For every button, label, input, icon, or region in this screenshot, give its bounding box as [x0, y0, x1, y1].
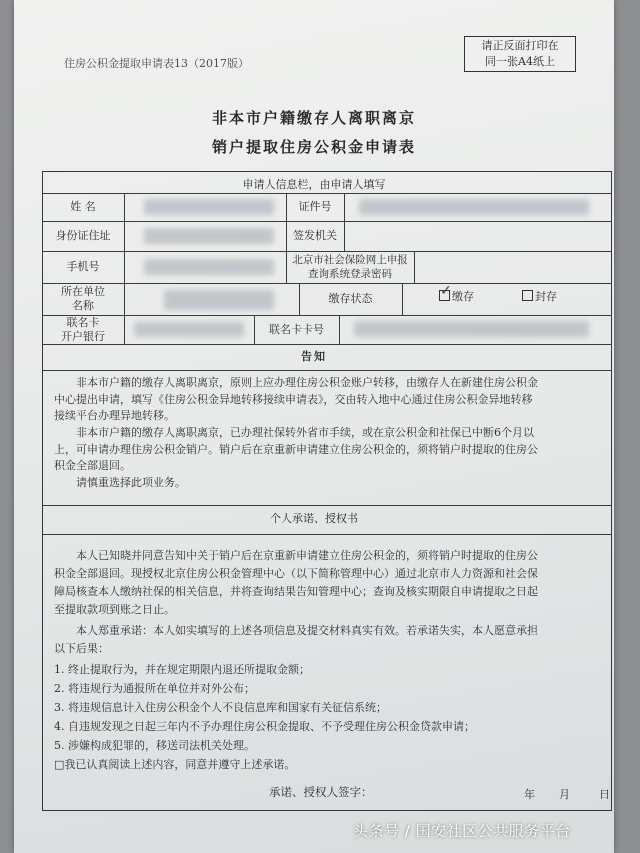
solemn-promise-line-2: 以下后果： [54, 642, 109, 655]
checkmark-icon: ✓ [440, 283, 452, 299]
notice-p1-line-1: 非本市户籍的缴存人离职离京，原则上应办理住房公积金账户转移，由缴存人在新建住房公积金 [76, 376, 538, 389]
info-section-header: 申请人信息栏，由申请人填写 [242, 178, 386, 191]
name-label: 姓 名 [70, 200, 96, 213]
form-paper [14, 0, 614, 853]
consequence-item: 2. 将违规行为通报所在单位并对外公布； [54, 682, 255, 695]
print-notice-box [464, 36, 576, 72]
bank-label-line-1: 联名卡 [66, 316, 100, 329]
commitment-paragraph [54, 547, 606, 619]
employer-value-redacted[interactable] [164, 290, 274, 310]
phone-value-redacted[interactable] [144, 259, 274, 275]
employer-label-line-1: 所在单位 [61, 285, 105, 298]
consequence-list [54, 660, 606, 774]
bank-label [42, 316, 124, 344]
date-day-label: 日 [599, 788, 610, 801]
status-sealed-checkbox[interactable] [522, 290, 533, 301]
id-address-value-redacted[interactable] [144, 228, 274, 244]
notice-p2-line-1: 非本市户籍的缴存人离职离京，已办理社保转外省市手续，或在京公积金和社保已中断6个月以 [76, 426, 534, 439]
commitment-line-1: 本人已知晓并同意告知中关于销户后在京重新申请建立住房公积金的，须将销户时提取的住房公 [76, 549, 538, 562]
commitment-line-4: 至提取款项到账之日止。 [54, 603, 175, 616]
employer-label-line-2: 名称 [72, 299, 94, 312]
commitment-line-3: 障局核查本人缴纳社保的相关信息，并将查询结果告知管理中心；查询及核实期限自申请提取之日起 [54, 585, 538, 598]
date-year-label: 年 [524, 788, 535, 801]
consequence-item: 5. 涉嫌构成犯罪的，移送司法机关处理。 [54, 739, 255, 752]
solemn-promise [54, 622, 606, 658]
notice-p2-line-3: 积金全部退回。 [54, 459, 131, 472]
print-notice-line-2: 同一张A4纸上 [485, 55, 555, 68]
card-no-label: 联名卡卡号 [269, 323, 324, 336]
status-active-label: 缴存 [452, 290, 474, 303]
commitment-line-2: 积金全部退回。现授权北京住房公积金管理中心（以下简称管理中心）通过北京市人力资源和社会保 [54, 567, 538, 580]
id-no-value-redacted[interactable] [359, 199, 589, 215]
notice-paragraph-3: 请慎重选择此项业务。 [76, 476, 186, 489]
id-no-label: 证件号 [298, 200, 332, 213]
source-watermark: 头条号 / 国安社区公共服务平台 [353, 822, 571, 840]
notice-header: 告知 [301, 350, 327, 363]
deposit-status-label: 缴存状态 [328, 292, 373, 305]
print-notice-line-1: 请正反面打印在 [481, 39, 559, 52]
bank-label-line-2: 开户银行 [61, 330, 105, 343]
date-month-label: 月 [559, 788, 570, 801]
id-address-label: 身份证住址 [55, 229, 111, 242]
signature-label: 承诺、授权人签字： [269, 785, 373, 799]
notice-p1-line-2: 中心提出申请，填写《住房公积金异地转移接续申请表》，交由转入地中心通过住房公积金异地转移 [54, 392, 533, 406]
consequence-item: 3. 将违规信息计入住房公积金个人不良信息库和国家有关征信系统； [54, 701, 387, 714]
employer-label [42, 285, 124, 313]
consequence-item: 1. 终止提取行为，并在规定期限内退还所提取金额； [54, 663, 310, 676]
social-security-pw-label-line-2: 查询系统登录密码 [308, 268, 392, 280]
read-confirm-checkbox-text[interactable]: □我已认真阅读上述内容，同意并遵守上述承诺。 [54, 758, 296, 771]
notice-p2-line-2: 上，可申请办理住房公积金销户。销户后在京重新申请建立住房公积金的，须将销户时提取的住房公 [54, 442, 538, 456]
social-security-pw-label [286, 253, 414, 281]
notice-paragraph-2 [54, 425, 606, 475]
form-code: 住房公积金提取申请表13（2017版） [64, 57, 249, 70]
form-title-line-2: 销户提取住房公积金申请表 [211, 138, 416, 156]
notice-p1-line-3: 接续平台办理异地转移。 [54, 409, 175, 422]
name-value-redacted[interactable] [144, 199, 274, 215]
commitment-header: 个人承诺、授权书 [270, 512, 358, 525]
social-security-pw-label-line-1: 北京市社会保险网上申报 [292, 254, 408, 266]
notice-paragraph-1 [54, 375, 606, 425]
status-sealed-label: 封存 [535, 290, 557, 303]
consequence-item: 4. 自违规发现之日起三年内不予办理住房公积金提取、不予受理住房公积金贷款申请； [54, 720, 475, 733]
form-title-line-1: 非本市户籍缴存人离职离京 [211, 109, 416, 127]
phone-label: 手机号 [66, 260, 100, 273]
solemn-promise-line-1: 本人郑重承诺：本人如实填写的上述各项信息及提交材料真实有效。若承诺失实，本人愿意承担 [76, 624, 538, 637]
card-no-value-redacted[interactable] [354, 321, 589, 337]
issuing-authority-label: 签发机关 [293, 229, 337, 242]
bank-value-redacted[interactable] [134, 322, 244, 337]
status-sealed-option[interactable] [522, 290, 557, 304]
